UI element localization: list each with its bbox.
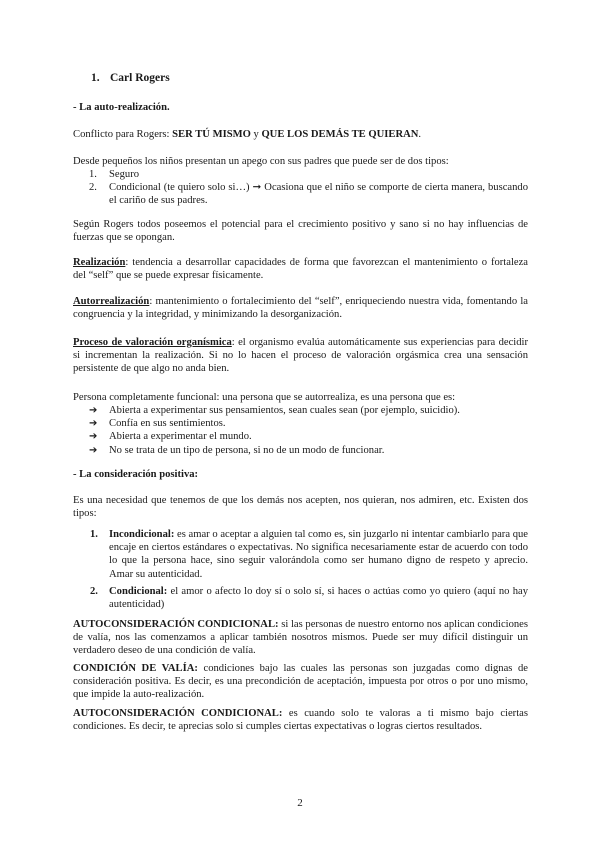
- list-item-text: es amar o aceptar a alguien tal como es, sin juzgarlo ni intentar cambiarlo para que encaje en ciertos estándares o expectativas. No significa necesariamente estar de acuerdo con todo lo que la persona hace, sino seguir valorándola como ser humano digno de respeto y aprecio. Amar su autenticidad.: [109, 529, 528, 580]
- realizacion-term: Realización: [73, 257, 126, 268]
- definition-term: AUTOCONSIDERACIÓN CONDICIONAL:: [73, 708, 283, 719]
- list-item-text: Condicional (te quiero solo si…) ➞ Ocasiona que el niño se comporte de cierta manera, buscando el cariño de sus padres.: [109, 182, 528, 207]
- definition-text: es cuando solo te valoras a ti mismo bajo ciertas condiciones. Es decir, te aprecias solo si cumples ciertas expectativas o logras ciertos resultados.: [73, 708, 528, 733]
- potencial-paragraph: Según Rogers todos poseemos el potencial para el crecimiento positivo y sano si no hay influencias de fuerzas que se opongan.: [73, 219, 528, 244]
- realizacion-text: : tendencia a desarrollar capacidades de forma que favorezcan el mantenimiento o fortaleza del “self” que se puede expresar físicamente.: [73, 257, 528, 282]
- section-heading-autorrealizacion: - La auto-realización.: [73, 102, 170, 113]
- conflict-end: .: [418, 129, 422, 140]
- list-item: [73, 585, 528, 611]
- list-item-term: Incondicional:: [109, 529, 175, 540]
- list-item: [73, 168, 528, 181]
- realizacion-definition: [73, 256, 528, 282]
- list-item: [73, 430, 528, 443]
- list-item-number: 2.: [89, 182, 97, 194]
- tipos-list-second: [73, 585, 528, 611]
- tipos-list: [73, 528, 528, 581]
- page-title: [73, 72, 528, 85]
- list-item-term: Condicional:: [109, 586, 168, 597]
- definition-term: CONDICIÓN DE VALÍA:: [73, 663, 198, 674]
- arrow-icon: ➔: [89, 444, 98, 456]
- list-item-text: Seguro: [109, 169, 140, 180]
- proceso-term: Proceso de valoración organísmica: [73, 337, 232, 348]
- conflict-paragraph: [73, 128, 528, 141]
- list-item: [73, 404, 528, 417]
- title-number: 1.: [91, 72, 100, 84]
- list-item-text: el amor o afecto lo doy sí o solo sí, si haces o actúas como yo quiero (aquí no hay autenticidad): [109, 586, 528, 611]
- autorrealizacion-definition: [73, 295, 528, 321]
- list-item-text: Abierta a experimentar el mundo.: [109, 431, 252, 443]
- arrow-icon: ➔: [89, 431, 98, 443]
- proceso-definition: [73, 336, 528, 376]
- title-text: Carl Rogers: [110, 72, 170, 84]
- autoconsideracion-definition-1: [73, 618, 528, 658]
- definition-text: si las personas de nuestro entorno nos aplican condiciones de valía, nos las comenzamos a aplicar también nosotros mismos. Puede ser muy difícil distinguir un verdadero deseo de una condición de valía.: [73, 619, 529, 657]
- list-item-number: 1.: [89, 169, 97, 180]
- arrow-icon: ➔: [89, 405, 98, 416]
- list-item-number: 1.: [90, 529, 98, 540]
- list-item: [73, 417, 528, 430]
- condicion-valia-definition: [73, 662, 528, 702]
- section-heading-consideracion: - La consideración positiva:: [73, 469, 199, 480]
- funcional-list: [73, 404, 528, 457]
- list-item: [73, 444, 528, 457]
- list-item-text: Confía en sus sentimientos.: [109, 418, 226, 430]
- conflict-term-a: SER TÚ MISMO: [172, 129, 251, 140]
- conflict-mid: y: [250, 129, 262, 140]
- page-number: 2: [297, 797, 303, 809]
- apego-intro: Desde pequeños los niños presentan un apego con sus padres que puede ser de dos tipos:: [73, 156, 449, 167]
- funcional-intro: Persona completamente funcional: una persona que se autorrealiza, es una persona que es:: [73, 392, 456, 403]
- list-item-text: No se trata de un tipo de persona, si no de un modo de funcionar.: [109, 444, 385, 456]
- autorrealizacion-term: Autorrealización: [73, 296, 150, 307]
- conflict-prefix: Conflicto para Rogers:: [73, 129, 173, 140]
- autorrealizacion-text: : mantenimiento o fortalecimiento del “self”, enriqueciendo nuestra vida, fomentando la congruencia y la integridad, y minimizando la desorganización.: [73, 296, 528, 321]
- necesidad-paragraph: Es una necesidad que tenemos de que los demás nos acepten, nos quieran, nos admiren, etc. Existen dos tipos:: [73, 495, 528, 520]
- conflict-term-b: QUE LOS DEMÁS TE QUIERAN: [261, 129, 419, 140]
- list-item-number: 2.: [90, 586, 98, 597]
- list-item: [73, 181, 528, 207]
- list-item: [73, 528, 528, 581]
- definition-term: AUTOCONSIDERACIÓN CONDICIONAL:: [73, 619, 279, 630]
- arrow-icon: ➔: [89, 418, 98, 430]
- autoconsideracion-definition-2: [73, 707, 528, 733]
- apego-list: [73, 168, 528, 208]
- definition-text: condiciones bajo las cuales las personas son juzgadas como dignas de consideración positiva. Es decir, es una precondición de aceptación, impuesta por otros o por uno mismo, que impide la auto-realización.: [73, 663, 528, 701]
- proceso-text: : el organismo evalúa automáticamente sus experiencias para decidir si incrementan la realización. Si no lo hacen el proceso de valoración orgásmica crea una sensación persistente de que algo no anda bien.: [73, 337, 528, 375]
- list-item-text: Abierta a experimentar sus pensamientos, sean cuales sean (por ejemplo, suicidio).: [109, 405, 460, 416]
